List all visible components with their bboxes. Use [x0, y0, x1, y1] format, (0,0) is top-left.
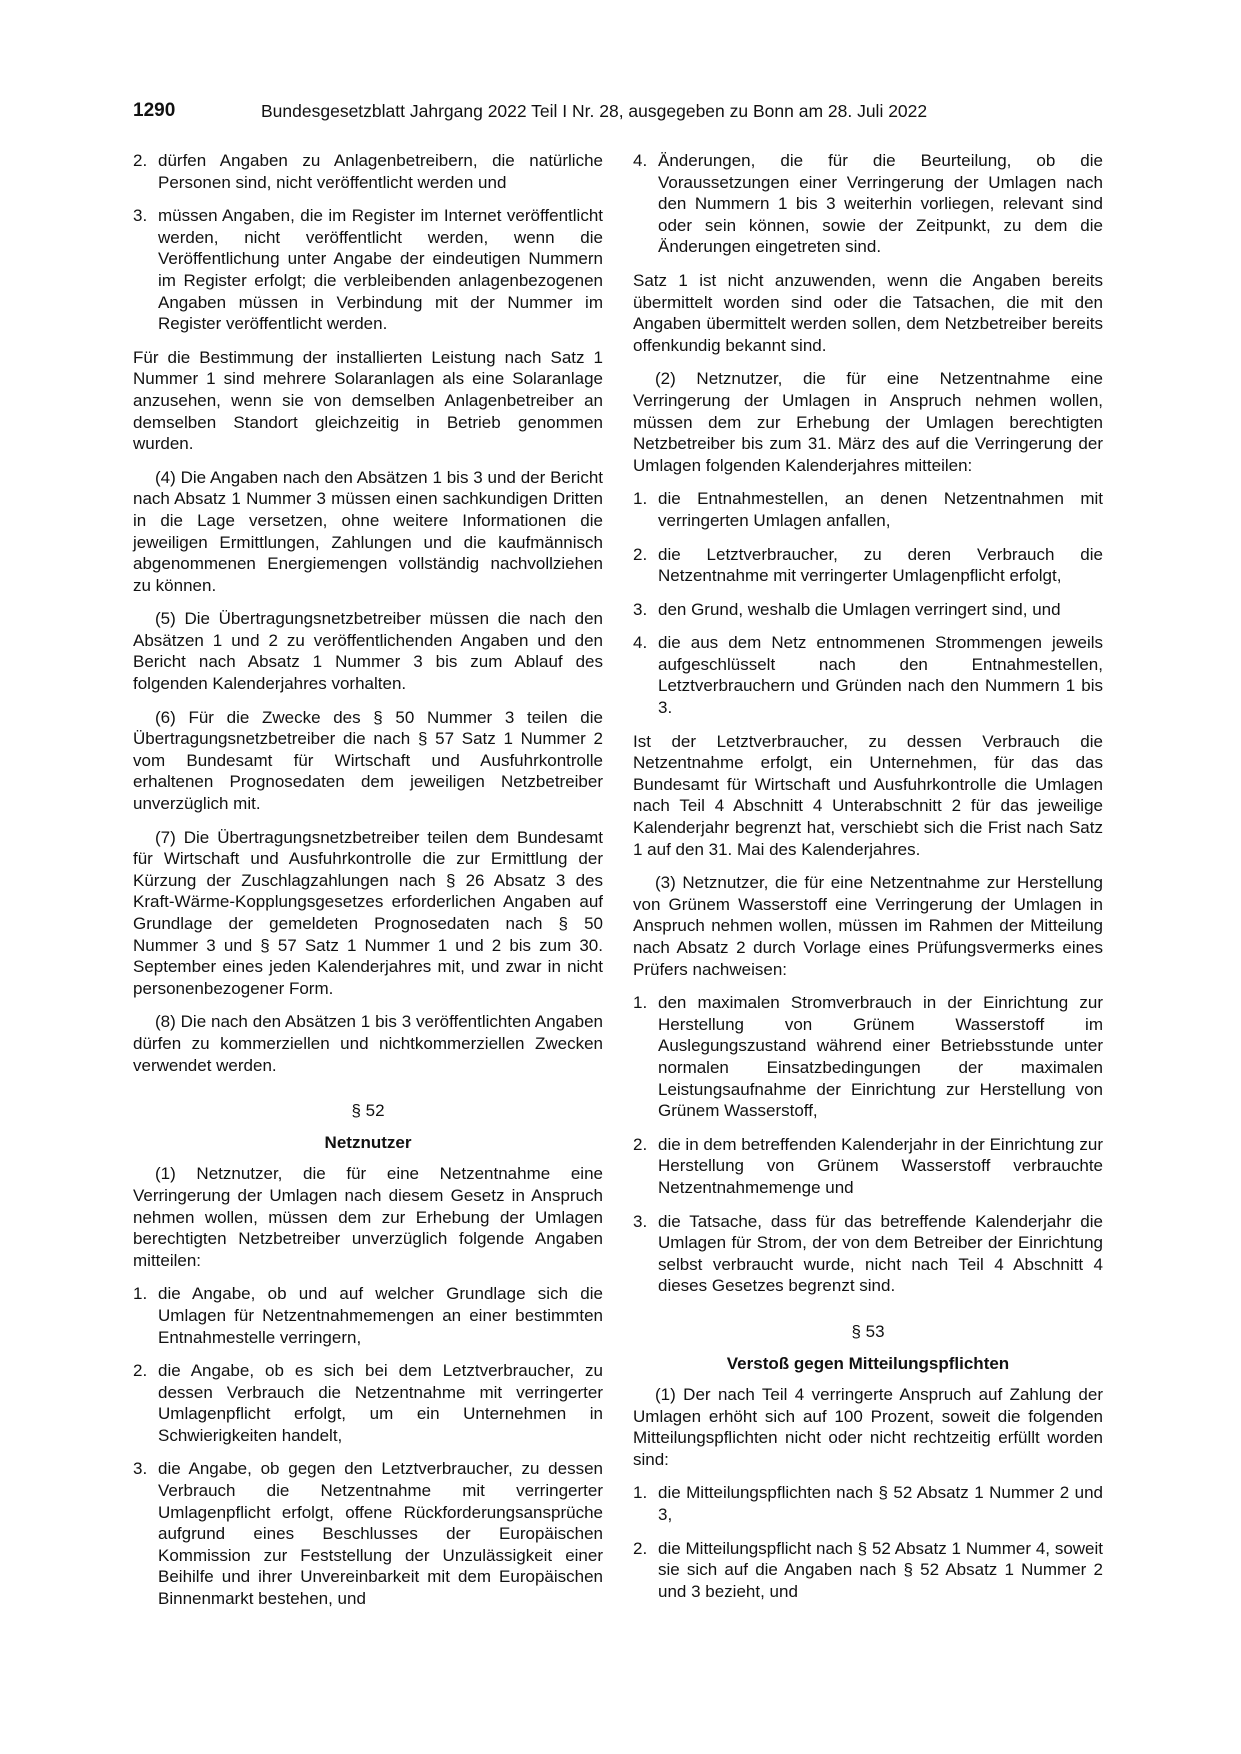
section-53-paragraph-1: (1) Der nach Teil 4 verringerte Anspruch auf Zahlung der Umlagen erhöht sich auf 100 Prozent, soweit die folgenden Mitteilungspflichten nicht oder nicht rechtzeitig erfüllt worden sind: — [633, 1385, 1103, 1469]
list-continued — [133, 150, 603, 335]
paragraph-5: (5) Die Übertragungsnetzbetreiber müssen die nach den Absätzen 1 und 2 zu veröffentlichenden Angaben und den Bericht nach Absatz 1 Nummer 3 bis zum Ablauf des folgenden Kalenderjahres vorhalten. — [133, 609, 603, 694]
paragraph-satz-1: Satz 1 ist nicht anzuwenden, wenn die Angaben bereits übermittelt worden sind oder die Tatsachen, die mit den Angaben übermittelt werden sollen, dem Netzbetreiber bereits offenkundig bekannt sind. — [633, 270, 1103, 355]
item-number: 1. — [633, 993, 648, 1013]
section-53-title: Verstoß gegen Mitteilungspflichten — [726, 1353, 1010, 1373]
item-number: 3. — [133, 206, 148, 226]
item-text: die in dem betreffenden Kalenderjahr in der Einrichtung zur Herstellung von Grünem Wasserstoff verbrauchte Netzentnahmemenge und — [658, 1134, 1103, 1197]
item-text: die Angabe, ob gegen den Letztverbraucher, zu dessen Verbrauch die Netzentnahme mit verringerter Umlagenpflicht erfolgt, offene Rückforderungsansprüche aufgrund eines Beschlusses der Europäischen Kommission zur Feststellung der Unzulässigkeit einer Beihilfe und ihrer Unvereinbarkeit mit dem Europäischen Binnenmarkt bestehen, und — [158, 1459, 603, 1609]
list-item — [133, 150, 603, 193]
item-number: 2. — [133, 1361, 148, 1381]
page-header — [133, 100, 1113, 126]
item-number: 3. — [133, 1459, 148, 1479]
paragraph-4: (4) Die Angaben nach den Absätzen 1 bis 3 und der Bericht nach Absatz 1 Nummer 3 müssen einen sachkundigen Dritten in die Lage versetzen, ohne weitere Informationen die jeweiligen Ermittlungen, Zahlungen und die kaufmännisch abgenommenen Energiemengen vollständig nachvollziehen zu können. — [133, 467, 603, 595]
list-item — [633, 1538, 1103, 1603]
list-item — [633, 992, 1103, 1122]
section-52-number: § 52 — [351, 1101, 385, 1121]
section-52-paragraph-1: (1) Netznutzer, die für eine Netzentnahme eine Verringerung der Umlagen nach diesem Gesetz in Anspruch nehmen wollen, müssen dem zur Erhebung der Umlagen berechtigten Netzbetreiber unverzüglich folgende Angaben mitteilen: — [133, 1164, 603, 1270]
item-number: 3. — [633, 599, 648, 619]
list-item — [633, 632, 1103, 718]
item-number: 4. — [633, 633, 648, 653]
right-column — [633, 150, 1103, 1614]
list-item — [633, 150, 1103, 258]
running-head: Bundesgesetzblatt Jahrgang 2022 Teil I Nr. 28, ausgegeben zu Bonn am 28. Juli 2022 — [261, 101, 928, 121]
item-text: die Tatsache, dass für das betreffende Kalenderjahr die Umlagen für Strom, der von dem Betreiber der Einrichtung selbst verbraucht wurde, nicht nach Teil 4 Abschnitt 4 dieses Gesetzes begrenzt sind. — [658, 1211, 1103, 1296]
item-text: die Angabe, ob und auf welcher Grundlage sich die Umlagen für Netzentnahmemengen an einer bestimmten Entnahmestelle verringern, — [158, 1284, 603, 1347]
list-item — [133, 1283, 603, 1348]
item-number: 2. — [633, 1134, 648, 1154]
item-number: 1. — [633, 1483, 648, 1503]
item-number: 4. — [633, 151, 648, 170]
section-52-paragraph-2: (2) Netznutzer, die für eine Netzentnahme eine Verringerung der Umlagen in Anspruch nehmen wollen, müssen dem zur Erhebung der Umlagen berechtigten Netzbetreiber bis zum 31. März des auf die Verringerung der Umlagen folgenden Kalenderjahres mitteilen: — [633, 369, 1103, 475]
left-column — [133, 150, 603, 1622]
item-number: 1. — [133, 1284, 148, 1304]
section-53-number: § 53 — [851, 1321, 885, 1341]
section-52-list-3 — [633, 992, 1103, 1297]
item-text: müssen Angaben, die im Register im Internet veröffentlicht werden, nicht veröffentlicht werden, wenn die Veröffentlichung unter Angabe der eindeutigen Nummern im Register erfolgt; die verbleibenden anlagenbezogenen Angaben müssen in Verbindung mit der Nummer im Register veröffentlicht werden. — [158, 206, 603, 334]
paragraph-6: (6) Für die Zwecke des § 50 Nummer 3 teilen die Übertragungsnetzbetreiber die nach § 57 Satz 1 Nummer 2 vom Bundesamt für Wirtschaft und Ausfuhrkontrolle erhaltenen Prognosedaten dem jeweiligen Netzbetreiber unverzüglich mit. — [133, 707, 603, 814]
list-item — [633, 544, 1103, 587]
item-text: die aus dem Netz entnommenen Strommengen jeweils aufgeschlüsselt nach den Entnahmestellen, Letztverbrauchern und Gründen nach den Nummern 1 bis 3. — [658, 633, 1103, 718]
item-number: 3. — [633, 1211, 648, 1231]
section-52-paragraph-3: (3) Netznutzer, die für eine Netzentnahme zur Herstellung von Grünem Wasserstoff eine Verringerung der Umlagen in Anspruch nehmen wollen, müssen im Rahmen der Mitteilung nach Absatz 2 durch Vorlage eines Prüfungsvermerks eines Prüfers nachweisen: — [633, 873, 1103, 979]
list-item — [633, 1134, 1103, 1199]
list-item — [133, 1360, 603, 1446]
page-number: 1290 — [133, 100, 176, 121]
item-text: die Entnahmestellen, an denen Netzentnahmen mit verringerten Umlagen anfallen, — [658, 489, 1103, 530]
item-number: 2. — [633, 544, 648, 564]
item-number: 2. — [633, 1538, 648, 1558]
section-52-list-1-continued — [633, 150, 1103, 258]
item-text: den maximalen Stromverbrauch in der Einrichtung zur Herstellung von Grünem Wasserstoff im Auslegungszustand während einer Betriebsstunde unter normalen Einsatzbedingungen der maximalen Leistungsaufnahme der Einrichtung zur Herstellung von Grünem Wasserstoff, — [658, 993, 1103, 1121]
paragraph-8: (8) Die nach den Absätzen 1 bis 3 veröffentlichten Angaben dürfen zu kommerziellen und nichtkommerziellen Zwecken verwendet werden. — [133, 1012, 603, 1075]
item-text: die Angabe, ob es sich bei dem Letztverbraucher, zu dessen Verbrauch die Netzentnahme mit verringerter Umlagenpflicht erfolgt, um ein Unternehmen in Schwierigkeiten handelt, — [158, 1361, 603, 1445]
paragraph-7: (7) Die Übertragungsnetzbetreiber teilen dem Bundesamt für Wirtschaft und Ausfuhrkontrolle die zur Ermittlung der Kürzung der Zuschlagzahlungen nach § 26 Absatz 3 des Kraft-Wärme-Kopplungsgesetzes erforderlichen Angaben auf Grundlage der gemeldeten Prognosedaten nach § 50 Nummer 3 und § 57 Satz 1 Nummer 1 und 2 bis zum 30. September eines jeden Kalenderjahres mit, und zwar in nicht personenbezogener Form. — [133, 827, 603, 998]
item-text: den Grund, weshalb die Umlagen verringert sind, und — [658, 599, 1061, 619]
item-text: dürfen Angaben zu Anlagenbetreibern, die natürliche Personen sind, nicht veröffentlicht werden und — [158, 151, 603, 192]
item-text: Änderungen, die für die Beurteilung, ob die Voraussetzungen einer Verringerung der Umlagen nach den Nummern 1 bis 3 weiterhin vorliegen, relevant sind oder sein können, sowie der Zeitpunkt, zu dem die Änderungen eingetreten sind. — [658, 151, 1103, 257]
item-text: die Mitteilungspflichten nach § 52 Absatz 1 Nummer 2 und 3, — [658, 1483, 1103, 1525]
section-53-list-1 — [633, 1482, 1103, 1602]
list-item — [633, 1482, 1103, 1525]
list-item — [633, 1211, 1103, 1297]
list-item — [133, 1458, 603, 1609]
section-52-list-2 — [633, 488, 1103, 718]
section-52-list-1 — [133, 1283, 603, 1609]
list-item — [633, 599, 1103, 621]
section-52-title: Netznutzer — [324, 1132, 412, 1152]
item-text: die Letztverbraucher, zu deren Verbrauch die Netzentnahme mit verringerter Umlagenpflicht erfolgt, — [658, 544, 1103, 586]
list-item — [633, 488, 1103, 531]
list-item — [133, 205, 603, 335]
item-number: 1. — [633, 489, 648, 509]
paragraph-installed-capacity: Für die Bestimmung der installierten Leistung nach Satz 1 Nummer 1 sind mehrere Solaranlagen als eine Solaranlage anzusehen, wenn sie von demselben Anlagenbetreiber an demselben Standort gleichzeitig in Betrieb genommen wurden. — [133, 347, 603, 454]
item-number: 2. — [133, 151, 148, 170]
item-text: die Mitteilungspflicht nach § 52 Absatz 1 Nummer 4, soweit sie sich auf die Angaben nach § 52 Absatz 1 Nummer 2 und 3 bezieht, und — [658, 1538, 1103, 1601]
paragraph-deadline-shift: Ist der Letztverbraucher, zu dessen Verbrauch die Netzentnahme erfolgt, ein Unternehmen, für das das Bundesamt für Wirtschaft und Ausfuhrkontrolle die Umlagen nach Teil 4 Abschnitt 4 Unterabschnitt 2 für das jeweilige Kalenderjahr begrenzt hat, verschiebt sich die Frist nach Satz 1 auf den 31. Mai des Kalenderjahres. — [633, 731, 1103, 859]
